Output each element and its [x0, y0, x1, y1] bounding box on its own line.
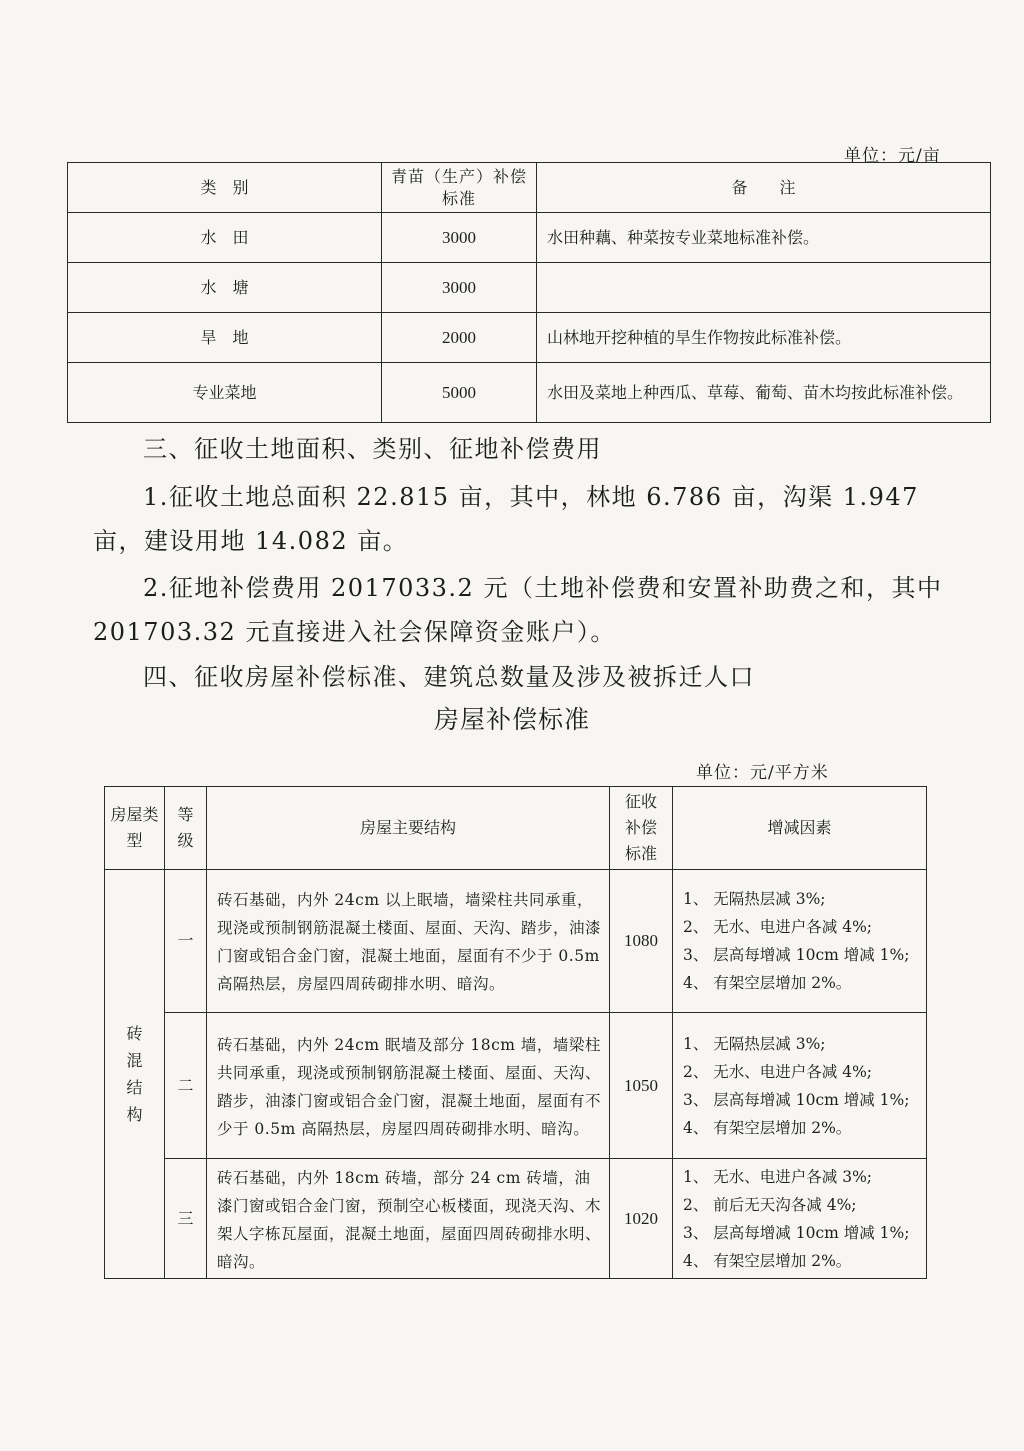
factor-item: 4、 有架空层增加 2%。	[683, 1251, 852, 1270]
header-standard: 征收补偿标准	[610, 787, 673, 870]
row-factors	[673, 1013, 927, 1159]
row-factors	[673, 870, 927, 1013]
header-grade: 等级	[165, 787, 207, 870]
row-category: 旱 地	[68, 313, 382, 363]
table-header-row	[68, 163, 991, 213]
factor-item: 3、 层高每增减 10cm 增减 1%;	[683, 1223, 910, 1242]
factor-item: 2、 无水、电进户各减 4%;	[683, 918, 873, 936]
row-standard: 2000	[382, 313, 537, 363]
table-row	[105, 870, 927, 1013]
factor-item: 1、 无水、电进户各减 3%;	[683, 1167, 873, 1186]
factor-item: 1、 无隔热层减 3%;	[683, 890, 826, 908]
table-row	[105, 1159, 927, 1279]
row-structure: 砖石基础，内外 24cm 以上眠墙，墙梁柱共同承重，现浇或预制钢筋混凝土楼面、屋面、天沟、踏步，油漆门窗或铝合金门窗，混凝土地面，屋面有不少于 0.5m 高隔热层，房屋四周砖砌排水明、暗沟。	[207, 870, 610, 1013]
row-standard: 1020	[610, 1159, 673, 1279]
factor-item: 1、 无隔热层减 3%;	[683, 1034, 826, 1053]
header-house-type: 房屋类型	[105, 787, 165, 870]
factor-item: 2、 前后无天沟各减 4%;	[683, 1195, 857, 1214]
section-3-paragraph-2: 2.征地补偿费用 2017033.2 元（土地补偿费和安置补助费之和，其中 201703.32 元直接进入社会保障资金账户）。	[93, 574, 943, 646]
row-remark: 水田及菜地上种西瓜、草莓、葡萄、苗木均按此标准补偿。	[537, 363, 991, 423]
table-row	[68, 263, 991, 313]
row-grade: 一	[165, 870, 207, 1013]
row-remark: 水田种藕、种菜按专业菜地标准补偿。	[537, 213, 991, 263]
header-structure: 房屋主要结构	[207, 787, 610, 870]
row-factors	[673, 1159, 927, 1279]
section-3-heading: 三、征收土地面积、类别、征地补偿费用	[143, 435, 602, 463]
factor-item: 4、 有架空层增加 2%。	[683, 974, 852, 992]
table-row	[105, 1013, 927, 1159]
row-category: 水 塘	[68, 263, 382, 313]
row-category: 专业菜地	[68, 363, 382, 423]
header-standard: 青苗（生产）补偿标准	[382, 163, 537, 213]
row-standard: 1080	[610, 870, 673, 1013]
row-standard: 3000	[382, 263, 537, 313]
header-category: 类 别	[68, 163, 382, 213]
row-standard: 5000	[382, 363, 537, 423]
row-remark: 山林地开挖种植的旱生作物按此标准补偿。	[537, 313, 991, 363]
table-row	[68, 313, 991, 363]
house-type-cell: 砖混结构	[105, 870, 165, 1279]
factor-item: 3、 层高每增减 10cm 增减 1%;	[683, 946, 910, 964]
row-remark	[537, 263, 991, 313]
row-structure: 砖石基础，内外 18cm 砖墙，部分 24 cm 砖墙，油漆门窗或铝合金门窗，预制空心板楼面，现浇天沟、木架人字栋瓦屋面，混凝土地面，屋面四周砖砌排水明、暗沟。	[207, 1159, 610, 1279]
row-standard: 1050	[610, 1013, 673, 1159]
unit-label: 单位：元/平方米	[696, 763, 829, 783]
factor-item: 2、 无水、电进户各减 4%;	[683, 1062, 873, 1081]
unit-label: 单位：元/亩	[844, 146, 941, 166]
house-compensation-table	[104, 786, 927, 1279]
header-factors: 增减因素	[673, 787, 927, 870]
row-grade: 二	[165, 1013, 207, 1159]
section-4-heading: 四、征收房屋补偿标准、建筑总数量及涉及被拆迁人口	[143, 663, 755, 691]
table-row	[68, 363, 991, 423]
row-standard: 3000	[382, 213, 537, 263]
row-grade: 三	[165, 1159, 207, 1279]
table-2-title: 房屋补偿标准	[433, 705, 590, 734]
section-3-paragraph-1: 1.征收土地总面积 22.815 亩，其中，林地 6.786 亩，沟渠 1.947 亩，建设用地 14.082 亩。	[93, 483, 919, 555]
factor-item: 3、 层高每增减 10cm 增减 1%;	[683, 1090, 910, 1109]
row-category: 水 田	[68, 213, 382, 263]
header-remark: 备 注	[537, 163, 991, 213]
seedling-compensation-table	[67, 162, 991, 423]
factor-item: 4、 有架空层增加 2%。	[683, 1118, 852, 1137]
table-row	[68, 213, 991, 263]
row-structure: 砖石基础，内外 24cm 眠墙及部分 18cm 墙，墙梁柱共同承重，现浇或预制钢筋混凝土楼面、屋面、天沟、踏步，油漆门窗或铝合金门窗，混凝土地面，屋面有不少于 0.5m 高隔热层，房屋四周砖砌排水明、暗沟。	[207, 1013, 610, 1159]
table-header-row	[105, 787, 927, 870]
